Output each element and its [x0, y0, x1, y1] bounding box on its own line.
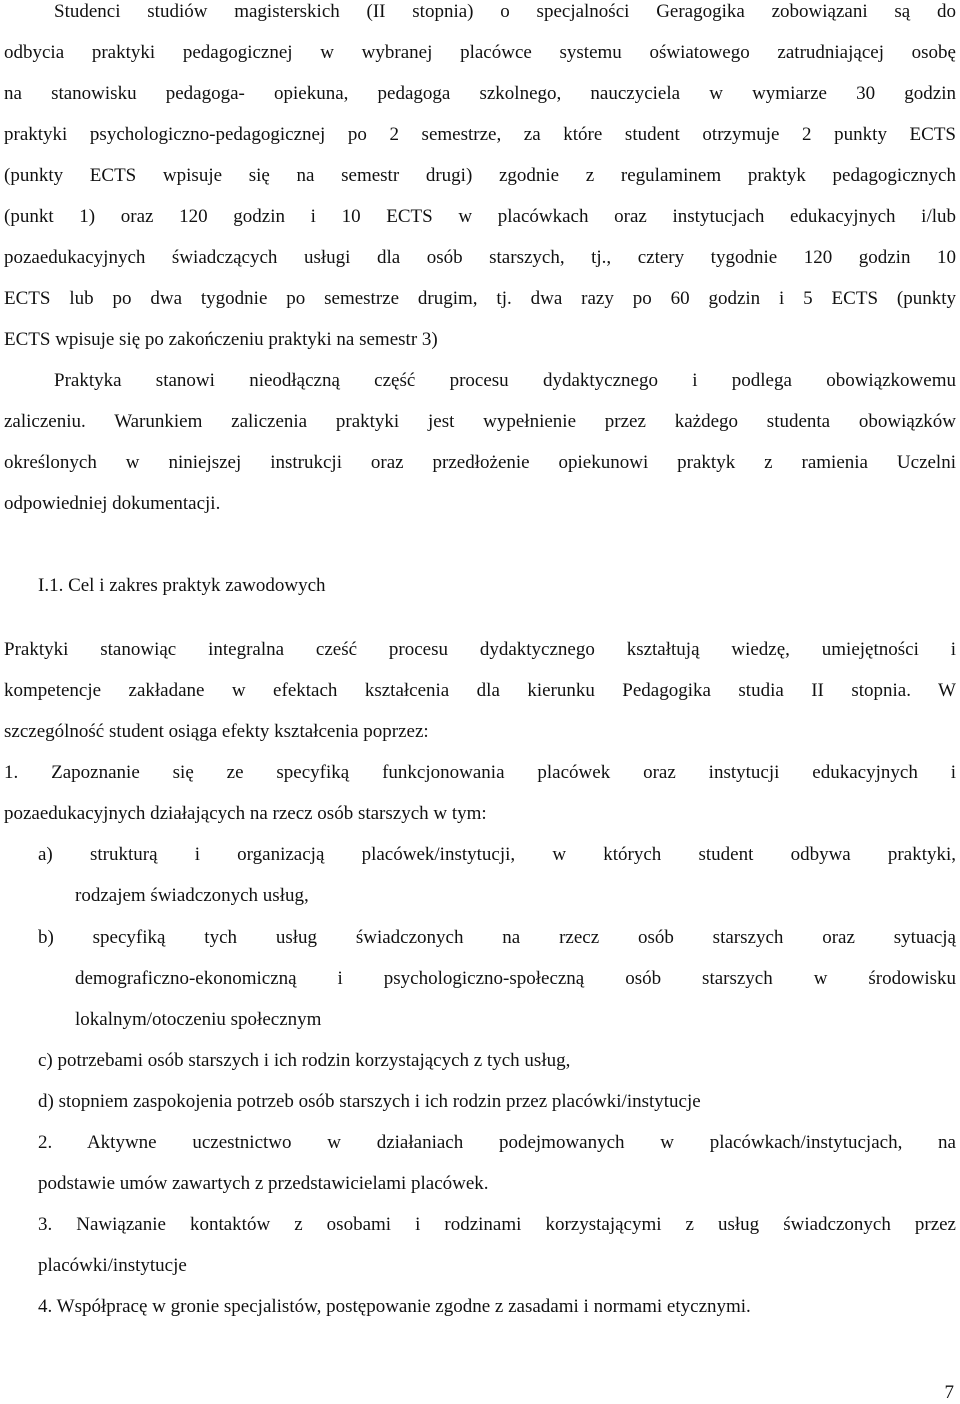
paragraph-3-line: szczególność student osiąga efekty kształcenia poprzez:: [4, 721, 429, 742]
list-item-2-line: 2. Aktywne uczestnictwo w działaniach podejmowanych w placówkach/instytucjach, na: [38, 1132, 956, 1153]
sub-item-d: d) stopniem zaspokojenia potrzeb osób starszych i ich rodzin przez placówki/instytucje: [38, 1091, 701, 1112]
paragraph-2-line: zaliczeniu. Warunkiem zaliczenia praktyki jest wypełnienie przez każdego studenta obowiązków: [4, 411, 956, 432]
paragraph-2-line: Praktyka stanowi nieodłączną część procesu dydaktycznego i podlega obowiązkowemu: [54, 370, 956, 391]
list-item-1-line: 1. Zapoznanie się ze specyfiką funkcjonowania placówek oraz instytucji edukacyjnych i: [4, 762, 956, 783]
paragraph-1-line: (punkt 1) oraz 120 godzin i 10 ECTS w placówkach oraz instytucjach edukacyjnych i/lub: [4, 206, 956, 227]
paragraph-1-line: pozaedukacyjnych świadczących usługi dla osób starszych, tj., cztery tygodnie 120 godzin 10: [4, 247, 956, 268]
paragraph-1-line: odbycia praktyki pedagogicznej w wybranej placówce systemu oświatowego zatrudniającej osobę: [4, 42, 956, 63]
section-heading: [38, 574, 960, 598]
page-number: 7: [944, 1382, 954, 1403]
paragraph-1-line: na stanowisku pedagoga- opiekuna, pedagoga szkolnego, nauczyciela w wymiarze 30 godzin: [4, 83, 956, 104]
sub-item-a-line: rodzajem świadczonych usług,: [75, 885, 309, 906]
paragraph-2-line: określonych w niniejszej instrukcji oraz przedłożenie opiekunowi praktyk z ramienia Uczelni: [4, 452, 956, 473]
paragraph-1-line: Studenci studiów magisterskich (II stopnia) o specjalności Geragogika zobowiązani są do: [54, 1, 956, 22]
list-item-2-line: podstawie umów zawartych z przedstawicielami placówek.: [38, 1173, 489, 1194]
paragraph-2-line: odpowiedniej dokumentacji.: [4, 493, 221, 514]
sub-item-b-line: b) specyfiką tych usług świadczonych na rzecz osób starszych oraz sytuacją: [38, 927, 956, 948]
list-item-4: 4. Współpracę w gronie specjalistów, postępowanie zgodne z zasadami i normami etycznymi.: [38, 1296, 751, 1317]
paragraph-1-line: praktyki psychologiczno-pedagogicznej po 2 semestrze, za które student otrzymuje 2 punkty ECTS: [4, 124, 956, 145]
paragraph-1-line: ECTS lub po dwa tygodnie po semestrze drugim, tj. dwa razy po 60 godzin i 5 ECTS (punkty: [4, 288, 956, 309]
sub-item-b-line: lokalnym/otoczeniu społecznym: [75, 1009, 322, 1030]
list-item-3-line: 3. Nawiązanie kontaktów z osobami i rodzinami korzystającymi z usług świadczonych przez: [38, 1214, 956, 1235]
list-item-1-line: pozaedukacyjnych działających na rzecz osób starszych w tym:: [4, 803, 487, 824]
paragraph-1-line: (punkty ECTS wpisuje się na semestr drugi) zgodnie z regulaminem praktyk pedagogicznych: [4, 165, 956, 186]
paragraph-3-line: kompetencje zakładane w efektach kształcenia dla kierunku Pedagogika studia II stopnia. W: [4, 680, 956, 701]
list-item-3-line: placówki/instytucje: [38, 1255, 187, 1276]
paragraph-3-line: Praktyki stanowiąc integralna cześć procesu dydaktycznego kształtują wiedzę, umiejętności i: [4, 639, 956, 660]
section-title: Cel i zakres praktyk zawodowych: [68, 575, 326, 596]
section-number: I.1.: [38, 575, 64, 596]
sub-item-c: c) potrzebami osób starszych i ich rodzin korzystających z tych usług,: [38, 1050, 571, 1071]
sub-item-a-line: a) strukturą i organizacją placówek/instytucji, w których student odbywa praktyki,: [38, 844, 956, 865]
sub-item-b-line: demograficzno-ekonomiczną i psychologiczno-społeczną osób starszych w środowisku: [75, 968, 956, 989]
paragraph-1-line: ECTS wpisuje się po zakończeniu praktyki na semestr 3): [4, 329, 438, 350]
